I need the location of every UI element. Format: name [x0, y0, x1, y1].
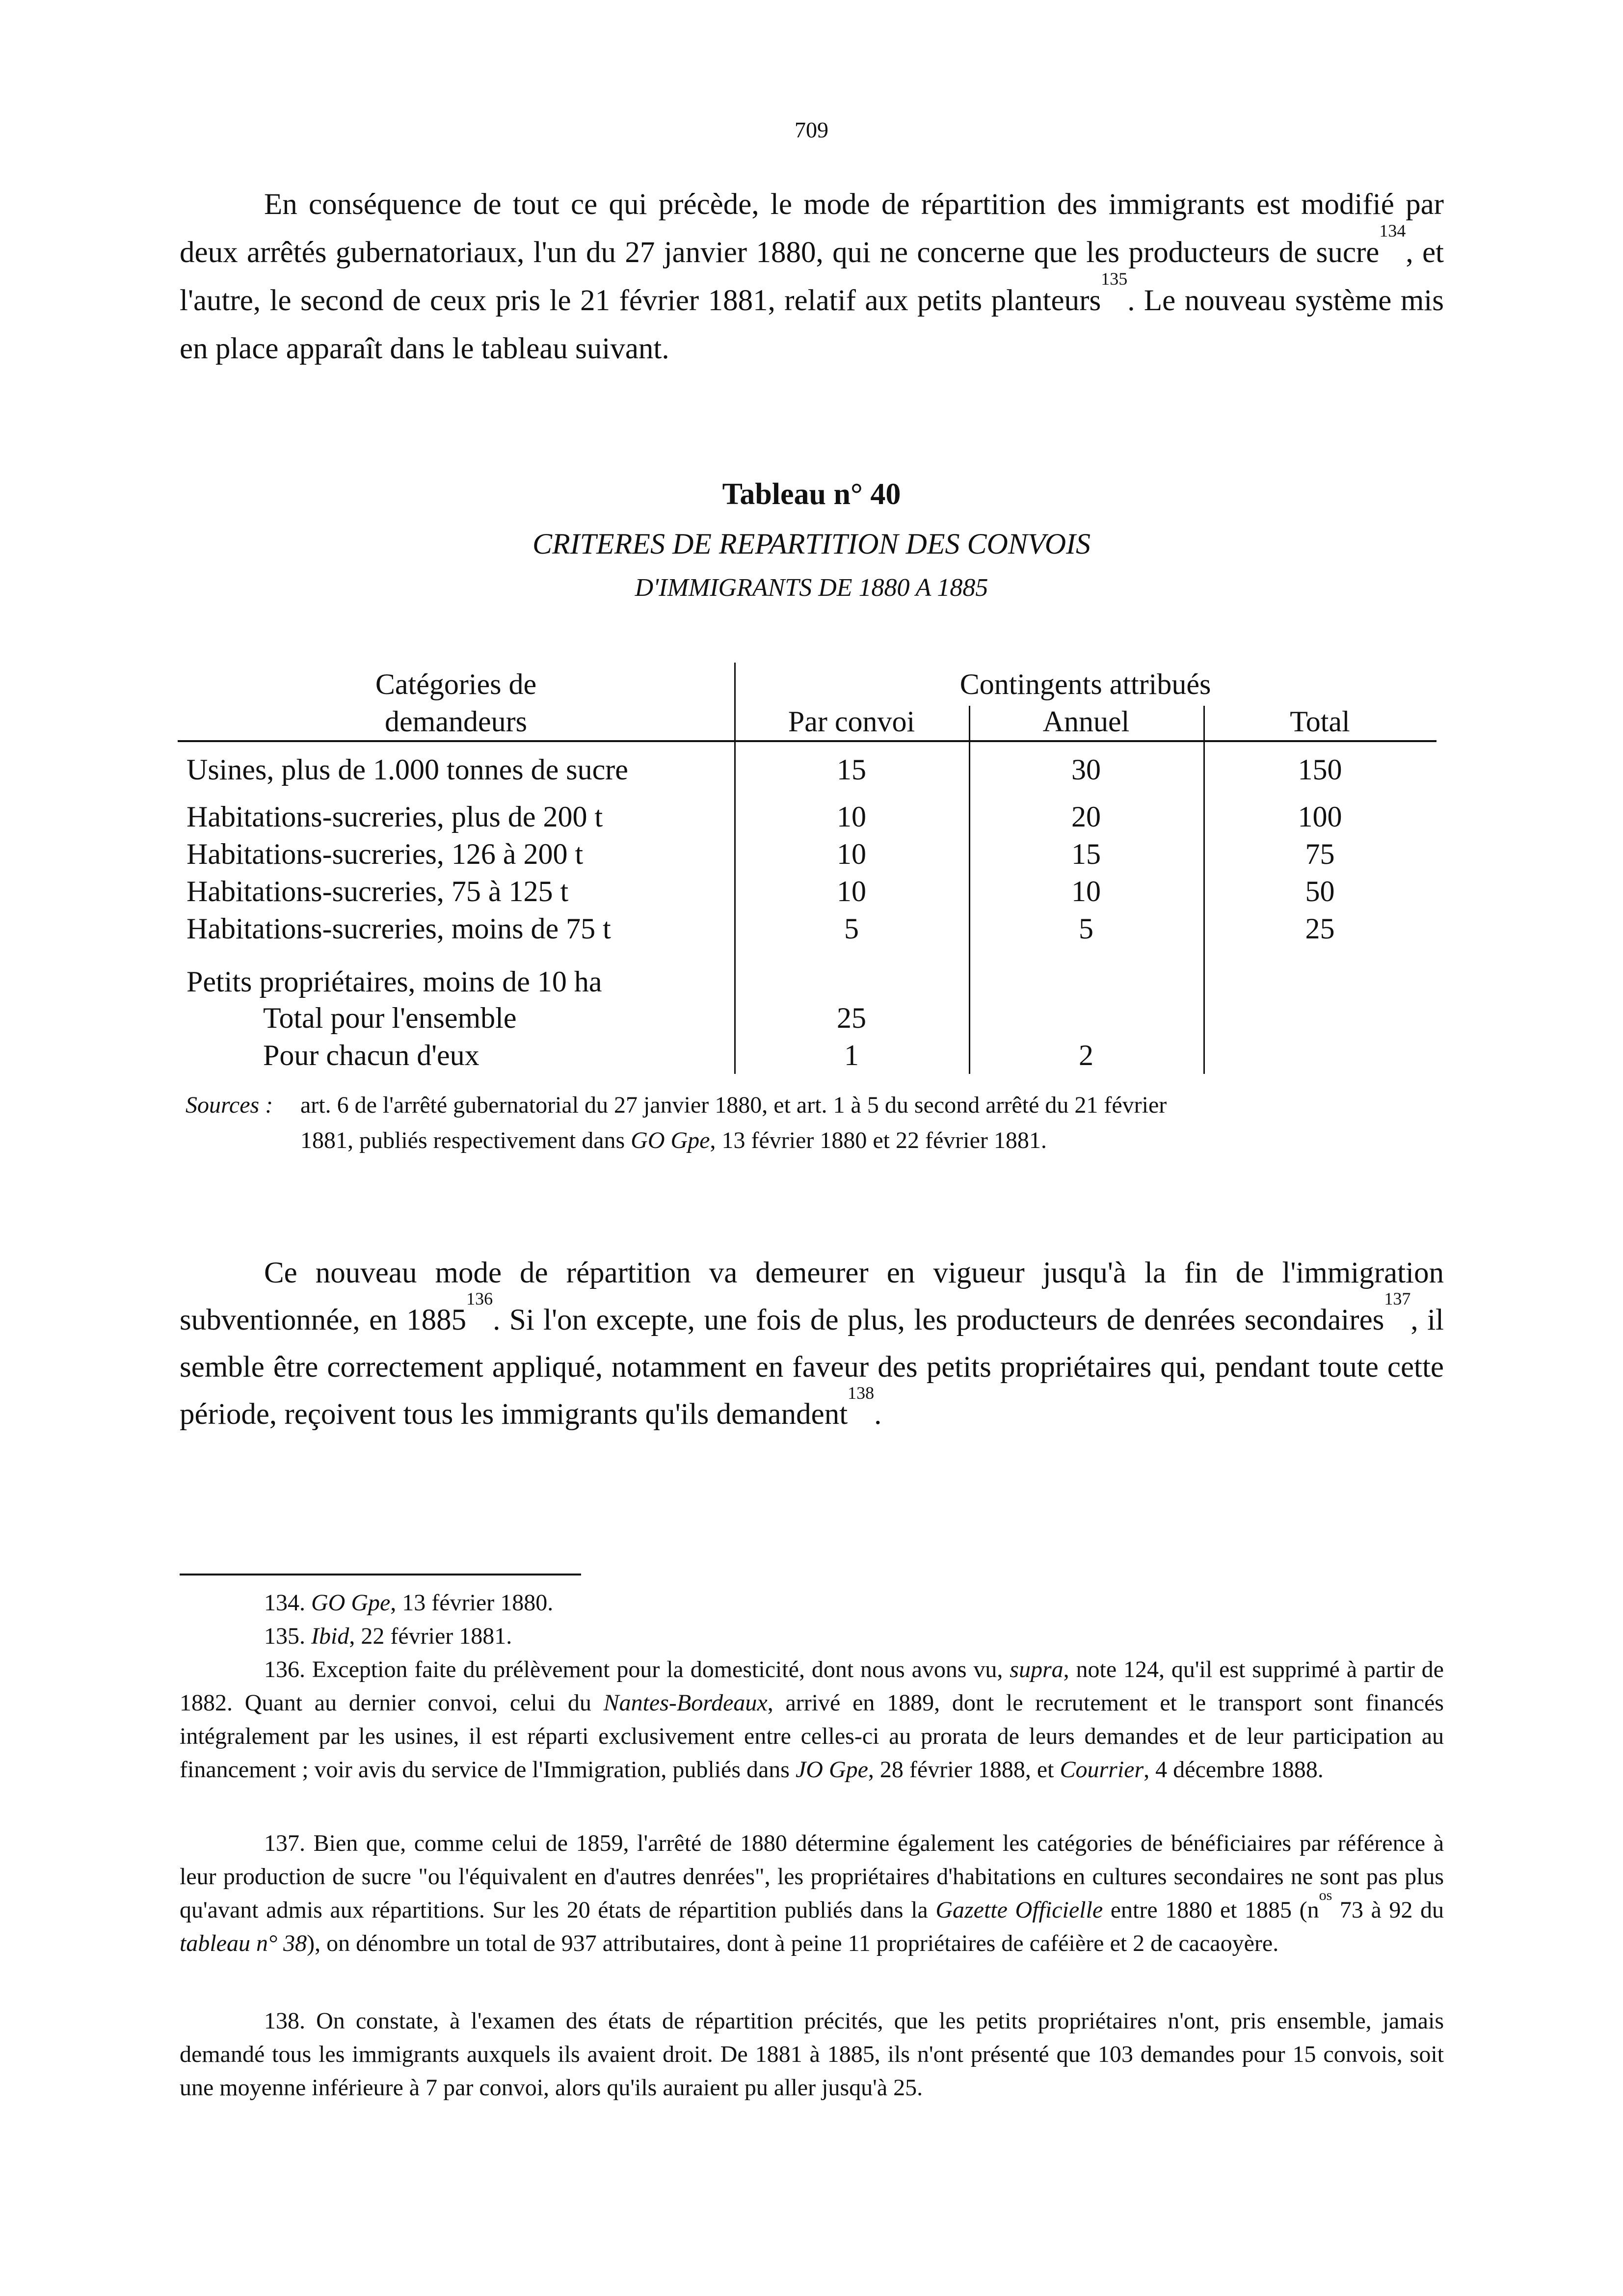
- cell-total: 100: [1298, 801, 1342, 833]
- footnote-ref-135: 135: [1101, 269, 1128, 289]
- footnote-136: 136. Exception faite du prélèvement pour la domesticité, dont nous avons vu, supra, note 124, qu'il est supprimé à partir de 1882. Quant au dernier convoi, celui du Nantes-Bordeaux, arrivé en 1889, dont le recrutement et le transport sont financés intégralement par les usines, il est réparti exclusivement entre celles-ci au prorata de leurs demandes et de leur participation au financement ; voir avis du service de l'Immigration, publiés dans JO Gpe, 28 février 1888, et Courrier, 4 décembre 1888.: [180, 1656, 1444, 1783]
- footnote-ref-137: 137: [1384, 1289, 1411, 1308]
- text-run: . Le nouveau système mis en place apparaît dans le tableau suivant.: [180, 284, 1444, 365]
- text-run: , et l'autre, le second de ceux pris le 21 février 1881, relatif aux petits planteurs: [180, 236, 1444, 317]
- sources-line-2: 1881, publiés respectivement dans GO Gpe, 13 février 1880 et 22 février 1881.: [300, 1127, 1047, 1153]
- text-run: . Si l'on excepte, une fois de plus, les producteurs de denrées secondaires: [493, 1304, 1384, 1336]
- header-total: Total: [1290, 705, 1350, 738]
- header-contingents: Contingents attribués: [959, 668, 1211, 700]
- sources-line-1: art. 6 de l'arrêté gubernatorial du 27 janvier 1880, et art. 1 à 5 du second arrêté du 21 février: [300, 1092, 1167, 1118]
- cell-annuel: 15: [1071, 838, 1101, 870]
- footnote-ref-138: 138: [848, 1383, 875, 1403]
- table-title-line-2: D'IMMIGRANTS DE 1880 A 1885: [635, 574, 988, 602]
- row-label: Pour chacun d'eux: [263, 1039, 479, 1071]
- cell-par-convoi: 1: [844, 1039, 859, 1071]
- cell-annuel: 5: [1079, 912, 1093, 945]
- header-rule: [178, 740, 1437, 742]
- cell-par-convoi: 10: [837, 838, 866, 870]
- footnote-134: 134. GO Gpe, 13 février 1880.: [264, 1590, 554, 1616]
- cell-annuel: 20: [1071, 801, 1101, 833]
- row-label: Usines, plus de 1.000 tonnes de sucre: [186, 753, 628, 786]
- distribution-table: [178, 663, 1437, 1074]
- cell-total: 25: [1305, 912, 1335, 945]
- footnote-separator: [180, 1574, 581, 1575]
- footnote-138: 138. On constate, à l'examen des états de répartition précités, que les petits propriétaires n'ont, pris ensemble, jamais demandé tous les immigrants auxquels ils avaient droit. De 1881 à 1885, ils n'ont présenté que 103 demandes pour 15 convois, soit une moyenne inférieure à 7 par convoi, alors qu'ils auraient pu aller jusqu'à 25.: [180, 2008, 1444, 2101]
- header-par-convoi: Par convoi: [788, 705, 915, 738]
- footnote-135: 135. Ibid, 22 février 1881.: [264, 1623, 512, 1649]
- cell-par-convoi: 15: [837, 753, 866, 786]
- cell-par-convoi: 25: [837, 1002, 866, 1034]
- cell-total: 75: [1305, 838, 1335, 870]
- text-run: , il semble être correctement appliqué, notamment en faveur des petits propriétaires qui, pendant toute cette période, reçoivent tous les immigrants qu'ils demandent: [180, 1304, 1444, 1431]
- row-label: Habitations-sucreries, 126 à 200 t: [186, 838, 584, 870]
- cell-par-convoi: 10: [837, 801, 866, 833]
- page-number: 709: [795, 117, 828, 142]
- header-categories-line-1: Catégories de: [375, 668, 537, 700]
- text-run: Ce nouveau mode de répartition va demeurer en vigueur jusqu'à la fin de l'immigration subventionnée, en 1885: [180, 1256, 1444, 1336]
- text-run: .: [874, 1398, 882, 1431]
- cell-annuel: 10: [1071, 875, 1101, 908]
- header-annuel: Annuel: [1042, 705, 1130, 738]
- paragraph-conclusion: [180, 1250, 1444, 1438]
- table-number: Tableau n° 40: [722, 478, 901, 511]
- table-title-line-1: CRITERES DE REPARTITION DES CONVOIS: [532, 528, 1091, 560]
- cell-total: 150: [1298, 753, 1342, 786]
- row-label: Petits propriétaires, moins de 10 ha: [186, 965, 602, 998]
- row-label: Habitations-sucreries, moins de 75 t: [186, 912, 611, 945]
- cell-annuel: 2: [1079, 1039, 1093, 1071]
- sources-label: Sources :: [186, 1092, 273, 1118]
- cell-total: 50: [1305, 875, 1335, 908]
- text-run: En conséquence de tout ce qui précède, le mode de répartition des immigrants est modifié par deux arrêtés gubernatoriaux, l'un du 27 janvier 1880, qui ne concerne que les producteurs de sucre: [180, 188, 1444, 269]
- row-label: Total pour l'ensemble: [263, 1002, 517, 1034]
- footnote-137: 137. Bien que, comme celui de 1859, l'arrêté de 1880 détermine également les catégories de bénéficiaires par référence à leur production de sucre "ou l'équivalent en d'autres denrées", les propriétaires d'habitations en cultures secondaires ne sont pas plus qu'avant admis aux répartitions. Sur les 20 états de répartition publiés dans la Gazette Officielle entre 1880 et 1885 ($n^{os}$ 73 à 92 du tableau n° 38), on dénombre un total de 937 attributaires, dont à peine 11 propriétaires de caféière et 2 de cacaoyère.: [180, 1830, 1444, 1956]
- row-label: Habitations-sucreries, plus de 200 t: [186, 801, 603, 833]
- footnote-ref-134: 134: [1379, 221, 1406, 240]
- paragraph-intro: [180, 181, 1444, 373]
- cell-par-convoi: 5: [844, 912, 859, 945]
- cell-par-convoi: 10: [837, 875, 866, 908]
- cell-annuel: 30: [1071, 753, 1101, 786]
- row-label: Habitations-sucreries, 75 à 125 t: [186, 875, 569, 908]
- footnote-ref-136: 136: [466, 1289, 493, 1308]
- header-categories-line-2: demandeurs: [385, 705, 527, 738]
